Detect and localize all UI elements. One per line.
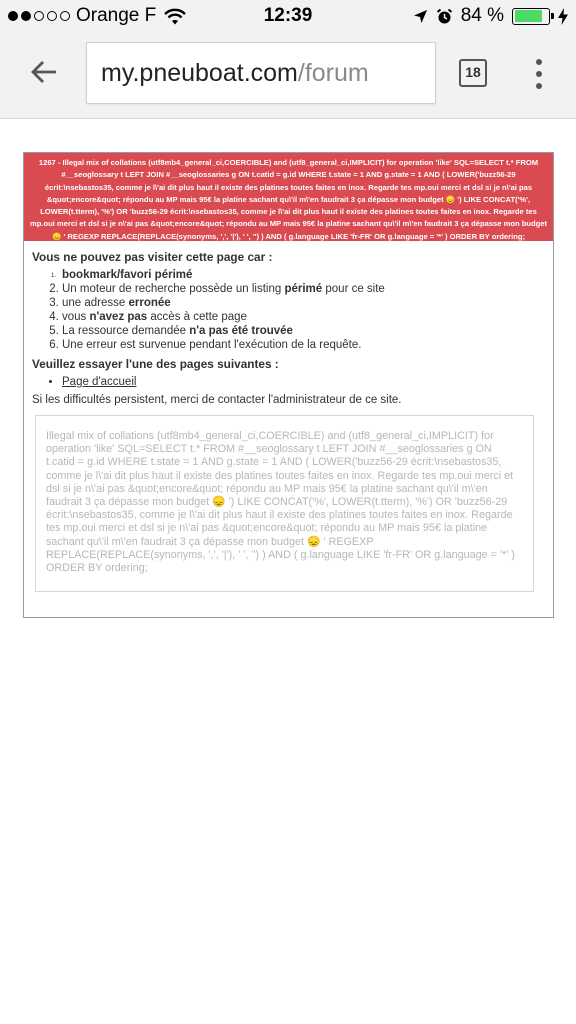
url-text[interactable] <box>101 59 369 88</box>
cannot-visit-heading: Vous ne pouvez pas visiter cette page car : <box>32 250 273 264</box>
pages-list <box>32 375 545 389</box>
url-path: /forum <box>297 59 369 87</box>
reason-item: 5. La ressource demandée n'a pas été trouvée <box>62 324 545 338</box>
more-vert-icon[interactable] <box>531 59 547 89</box>
status-right <box>413 5 568 27</box>
status-bar <box>0 0 576 32</box>
sql-error-banner: 1267 - Illegal mix of collations (utf8mb4_general_ci,COERCIBLE) and (utf8_general_ci,IMPLICIT) for operation 'like' SQL=SELECT t.* FROM #__seoglossary t LEFT JOIN #__seoglossaries g ON t.catid = g.id WHERE t.state = 1 AND g.state = 1 AND ( LOWER('buzz56-29 écrit:\nsebastos35, comme je l\'ai dit plus haut il existe des platines toutes faites en inox. Regarde tes mp.oui merci et dsl si je n\'ai pas &quot;encore&quot; répondu au MP mais 95€ la platine sachant qu\'il m\'en faudrait 3 ça dépasse mon budget 😞 ') LIKE CONCAT('%', LOWER(t.tterm), '%') OR 'buzz56-29 écrit:\nsebastos35, comme je l\'ai dit plus haut il existe des platines toutes faites en inox. Regarde tes mp.oui merci et dsl si je n\'ai pas &quot;encore&quot; répondu au MP mais 95€ la platine sachant qu\'il m\'en faudrait 3 ça dépasse mon budget 😞 ' REGEXP REPLACE(REPLACE(synonyms, ',', '|'), ' ', '') ) AND ( g.language LIKE 'fr-FR' OR g.language = '*' ) ORDER BY ordering; <box>24 153 553 241</box>
battery-fill <box>515 10 543 22</box>
carrier-name: Orange F <box>76 5 157 26</box>
battery-icon <box>512 8 550 25</box>
reason-item: 3. une adresse erronée <box>62 296 545 310</box>
reason-item: 2. Un moteur de recherche possède un listing périmé pour ce site <box>62 282 545 296</box>
arrow-left-icon <box>30 60 58 84</box>
tab-switcher-button[interactable]: 18 <box>459 59 487 87</box>
reasons-list <box>32 268 545 352</box>
reason-item: 6. Une erreur est survenue pendant l'exécution de la requête. <box>62 338 545 352</box>
battery-percent: 84 % <box>460 5 504 26</box>
url-domain: my.pneuboat.com <box>101 59 298 87</box>
reason-bold: bookmark/favori périmé <box>62 269 193 281</box>
status-time: 12:39 <box>263 5 313 26</box>
home-page-link[interactable]: Page d'accueil <box>62 376 137 388</box>
reason-item: 4. vous n'avez pas accès à cette page <box>62 310 545 324</box>
address-bar[interactable] <box>86 42 436 104</box>
alarm-clock-icon <box>436 8 453 25</box>
error-panel <box>23 152 554 618</box>
error-detail-box: Illegal mix of collations (utf8mb4_general_ci,COERCIBLE) and (utf8_general_ci,IMPLICIT) for operation 'like' SQL=SELECT t.* FROM #__seoglossary t LEFT JOIN #__seoglossaries g ON t.catid = g.id WHERE t.state = 1 AND g.state = 1 AND ( LOWER('buzz56-29 écrit:\nsebastos35, comme je l\'ai dit plus haut il existe des platines toutes faites en inox. Regarde tes mp.oui merci et dsl si je n\'ai pas &quot;encore&quot; répondu au MP mais 95€ la platine sachant qu\'il m\'en faudrait 3 ça dépasse mon budget 😞 ') LIKE CONCAT('%', LOWER(t.tterm), '%') OR 'buzz56-29 écrit:\nsebastos35, comme je l\'ai dit plus haut il existe des platines toutes faites en inox. Regarde tes mp.oui merci et dsl si je n\'ai pas &quot;encore&quot; répondu au MP mais 95€ la platine sachant qu\'il m\'en faudrait 3 ça dépasse mon budget 😞 ' REGEXP REPLACE(REPLACE(synonyms, ',', '|'), ' ', '') ) AND ( g.language LIKE 'fr-FR' OR g.language = '*' ) ORDER BY ordering; <box>35 415 534 592</box>
reason-item: 1. bookmark/favori périmé <box>51 269 193 281</box>
location-arrow-icon <box>413 9 428 24</box>
bolt-icon <box>558 8 568 25</box>
contact-admin-text: Si les difficultés persistent, merci de contacter l'administrateur de ce site. <box>32 394 402 406</box>
page-content <box>0 119 576 1024</box>
browser-toolbar <box>0 32 576 119</box>
back-button[interactable] <box>26 54 62 90</box>
list-item <box>62 375 545 389</box>
try-pages-heading: Veuillez essayer l'une des pages suivantes : <box>32 357 279 371</box>
